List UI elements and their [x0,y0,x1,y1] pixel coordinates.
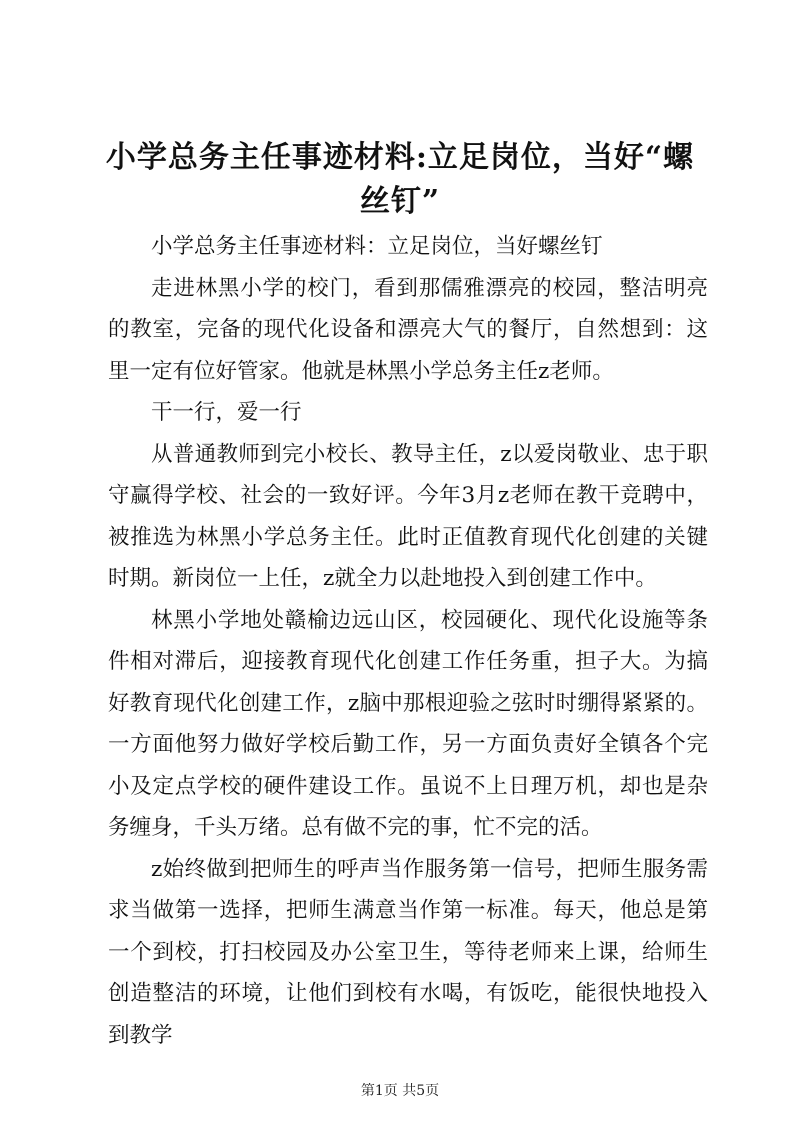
document-body [108,226,708,1056]
body-paragraph: z始终做到把师生的呼声当作服务第一信号，把师生服务需求当做第一选择，把师生满意当作第一标准。每天，他总是第一个到校，打扫校园及办公室卫生，等待老师来上课，给师生创造整洁的环境，让他们到校有水喝，有饭吃，能很快地投入到教学 [108,856,708,1048]
intro-paragraph: 走进林黑小学的校门，看到那儒雅漂亮的校园，整洁明亮的教室，完备的现代化设备和漂亮大气的餐厅，自然想到：这里一定有位好管家。他就是林黑小学总务主任z老师。 [108,275,708,384]
subtitle-paragraph: 小学总务主任事迹材料：立足岗位，当好螺丝钉 [151,234,603,259]
body-paragraph: 林黑小学地处赣榆边远山区，校园硬化、现代化设施等条件相对滞后，迎接教育现代化创建工作任务重，担子大。为搞好教育现代化创建工作，z脑中那根迎验之弦时时绷得紧紧的。一方面他努力做好学校后勤工作，另一方面负责好全镇各个完小及定点学校的硬件建设工作。虽说不上日理万机，却也是杂务缠身，千头万绪。总有做不完的事，忙不完的活。 [108,607,708,840]
body-paragraph: 从普通教师到完小校长、教导主任，z以爱岗敬业、忠于职守赢得学校、社会的一致好评。今年3月z老师在教干竞聘中，被推选为林黑小学总务主任。此时正值教育现代化创建的关键时期。新岗位一上任，z就全力以赴地投入到创建工作中。 [108,441,708,591]
document-title: 小学总务主任事迹材料:立足岗位，当好“螺丝钉” [105,140,695,219]
page-footer: 第1页 共5页 [360,1083,440,1099]
section-heading: 干一行，爱一行 [151,400,302,425]
